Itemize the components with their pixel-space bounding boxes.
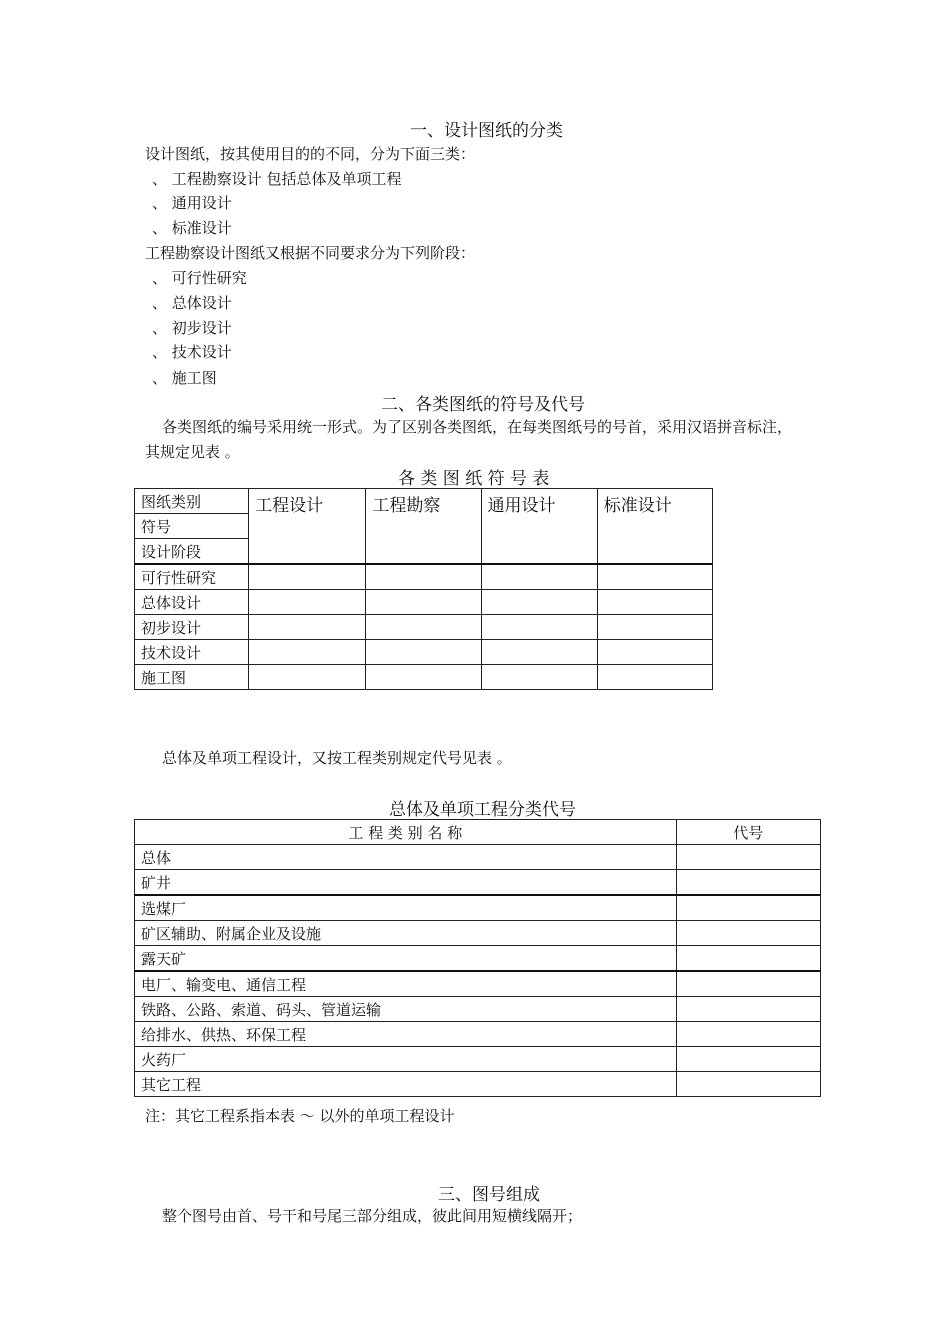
table-cell — [366, 665, 481, 690]
category-code — [676, 895, 820, 921]
table-row — [135, 564, 713, 590]
row-label: 可行性研究 — [135, 564, 249, 590]
table-cell — [249, 665, 366, 690]
category-code — [676, 1022, 820, 1047]
section2-para2: 总体及单项工程设计，又按工程类别规定代号见表 。 — [162, 749, 512, 767]
row-label: 总体设计 — [135, 590, 249, 615]
engineering-category-table — [134, 819, 821, 1097]
stage-item-3: 、 初步设计 — [152, 319, 232, 337]
corner-label-symbol: 符号 — [135, 514, 249, 539]
table-row — [135, 615, 713, 640]
section2-para-line1: 各类图纸的编号采用统一形式。为了区别各类图纸，在每类图纸号的号首，采用汉语拼音标注， — [162, 418, 793, 436]
stage-item-1: 、 可行性研究 — [152, 269, 247, 287]
table-cell — [249, 640, 366, 665]
table-row — [135, 1047, 821, 1072]
table-row — [135, 870, 821, 896]
table-row — [135, 845, 821, 870]
category-code — [676, 1047, 820, 1072]
type-item-3: 、 标准设计 — [152, 219, 232, 237]
table-cell — [597, 564, 712, 590]
table-cell — [597, 590, 712, 615]
table-cell — [366, 590, 481, 615]
stage-item-5: 、 施工图 — [152, 369, 217, 387]
table-cell — [366, 564, 481, 590]
table-row — [135, 921, 821, 946]
corner-label-stage: 设计阶段 — [135, 539, 249, 565]
section2-para-line2: 其规定见表 。 — [145, 443, 240, 461]
table-row — [135, 1072, 821, 1097]
header-code: 代号 — [676, 820, 820, 845]
table-row — [135, 640, 713, 665]
table-row — [135, 665, 713, 690]
table-cell — [366, 615, 481, 640]
col-header: 标准设计 — [597, 489, 712, 565]
stage-item-4: 、 技术设计 — [152, 343, 232, 361]
table-row — [135, 590, 713, 615]
category-name: 总体 — [135, 845, 677, 870]
section3-title: 三、图号组成 — [438, 1185, 540, 1205]
category-code — [676, 845, 820, 870]
type-item-2: 、 通用设计 — [152, 194, 232, 212]
table-row — [135, 946, 821, 972]
stages-intro: 工程勘察设计图纸又根据不同要求分为下列阶段： — [145, 244, 476, 262]
category-name: 其它工程 — [135, 1072, 677, 1097]
category-code — [676, 946, 820, 972]
row-label: 技术设计 — [135, 640, 249, 665]
category-name: 露天矿 — [135, 946, 677, 972]
category-name: 矿区辅助、附属企业及设施 — [135, 921, 677, 946]
table2-note: 注：其它工程系指本表 ～ 以外的单项工程设计 — [145, 1107, 455, 1125]
section1-title: 一、设计图纸的分类 — [410, 121, 563, 141]
col-header: 通用设计 — [481, 489, 597, 565]
category-code — [676, 921, 820, 946]
table-cell — [481, 590, 597, 615]
table-cell — [481, 564, 597, 590]
col-header: 工程设计 — [249, 489, 366, 565]
category-code — [676, 870, 820, 896]
type-item-1: 、 工程勘察设计 包括总体及单项工程 — [152, 170, 402, 188]
category-code — [676, 971, 820, 997]
section1-intro: 设计图纸，按其使用目的的不同，分为下面三类： — [145, 145, 476, 163]
stage-item-2: 、 总体设计 — [152, 294, 232, 312]
category-code — [676, 1072, 820, 1097]
table-row — [135, 1022, 821, 1047]
col-header: 工程勘察 — [366, 489, 481, 565]
table-cell — [249, 615, 366, 640]
table-cell — [481, 615, 597, 640]
table-cell — [249, 564, 366, 590]
corner-label-category: 图纸类别 — [135, 489, 249, 514]
category-name: 电厂、输变电、通信工程 — [135, 971, 677, 997]
section3-para: 整个图号由首、号干和号尾三部分组成，彼此间用短横线隔开； — [162, 1207, 583, 1225]
table-row — [135, 997, 821, 1022]
table2-caption: 总体及单项工程分类代号 — [389, 800, 576, 820]
section2-title: 二、各类图纸的符号及代号 — [381, 395, 585, 415]
table-cell — [481, 640, 597, 665]
header-category-name: 工 程 类 别 名 称 — [135, 820, 677, 845]
category-name: 火药厂 — [135, 1047, 677, 1072]
table-row — [135, 895, 821, 921]
category-code — [676, 997, 820, 1022]
category-name: 铁路、公路、索道、码头、管道运输 — [135, 997, 677, 1022]
table1-caption: 各 类 图 纸 符 号 表 — [398, 469, 550, 489]
row-label: 初步设计 — [135, 615, 249, 640]
table-cell — [249, 590, 366, 615]
table-cell — [597, 640, 712, 665]
table-cell — [597, 665, 712, 690]
table-cell — [366, 640, 481, 665]
row-label: 施工图 — [135, 665, 249, 690]
table-cell — [597, 615, 712, 640]
drawing-symbol-table — [134, 488, 713, 690]
category-name: 给排水、供热、环保工程 — [135, 1022, 677, 1047]
category-name: 选煤厂 — [135, 895, 677, 921]
table-cell — [481, 665, 597, 690]
table-row — [135, 971, 821, 997]
category-name: 矿井 — [135, 870, 677, 896]
